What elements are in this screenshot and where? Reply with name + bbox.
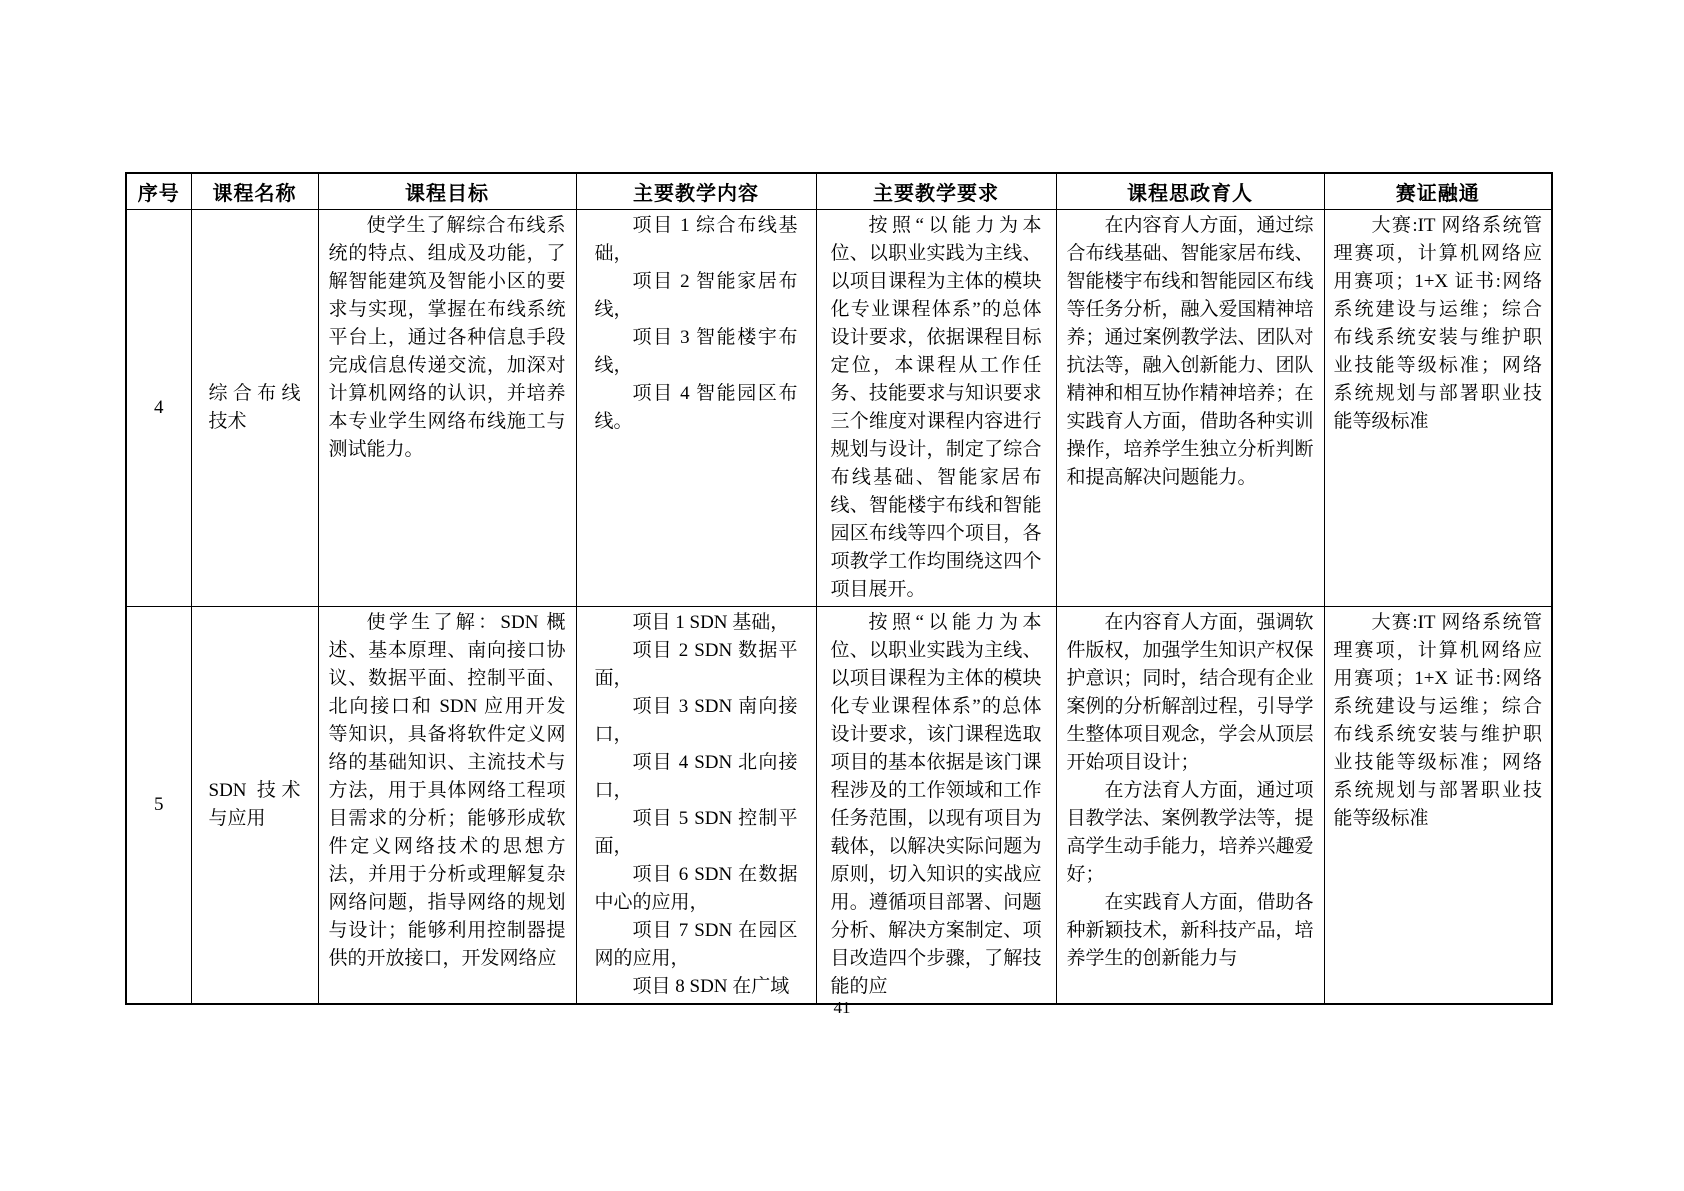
content-item: 项目 3 智能楼宇布线，: [594, 326, 798, 376]
objectives-paragraph: 使学生了解：SDN 概述、基本原理、南向接口协议、数据平面、控制平面、北向接口和 SDN 应用开发等知识，具备将软件定义网络的基础知识、主流技术与方法，用于具体网络工程项目需求的分析；能够形成软件定义网络技术的思想方法，并用于分析或理解复杂网络问题，指导网络的规划与设计；能够利用控制器提供的开放接口，开发网络应: [328, 611, 566, 969]
row4-course-name: [191, 209, 318, 606]
ideology-paragraph: 在方法育人方面，通过项目教学法、案例教学法等，提高学生动手能力，培养兴趣爱好；: [1066, 779, 1314, 885]
header-course-name: 课程名称: [191, 173, 318, 209]
content-item: 项目 1 SDN 基础，: [632, 611, 790, 633]
course-name-text: 综合布线技术: [208, 382, 301, 432]
objectives-paragraph: 使学生了解综合布线系统的特点、组成及功能，了解智能建筑及智能小区的要求与实现，掌握在布线系统平台上，通过各种信息手段完成信息传递交流，加深对计算机网络的认识，并培养本专业学生网络布线施工与测试能力。: [328, 214, 566, 460]
certs-paragraph: 大赛:IT 网络系统管理赛项，计算机网络应用赛项；1+X 证书:网络系统建设与运维；综合布线系统安装与维护职业技能等级标准；网络系统规划与部署职业技能等级标准: [1333, 611, 1542, 829]
content-item: 项目 1 综合布线基础，: [594, 214, 798, 264]
header-course-objectives: 课程目标: [318, 173, 576, 209]
content-item: 项目 4 智能园区布线。: [594, 382, 798, 432]
row5-requirements-cell: [816, 606, 1056, 1004]
table-row-course-5: [126, 606, 1552, 1004]
row4-serial-number: 4: [126, 209, 191, 606]
content-item: 项目 5 SDN 控制平面，: [594, 807, 798, 857]
header-teaching-requirements: 主要教学要求: [816, 173, 1056, 209]
row4-certs-cell: [1324, 209, 1552, 606]
table-row-course-4: [126, 209, 1552, 606]
ideology-paragraph: 在实践育人方面，借助各种新颖技术，新科技产品，培养学生的创新能力与: [1066, 891, 1314, 969]
content-item: 项目 2 SDN 数据平面，: [594, 639, 798, 689]
requirements-paragraph: 按照“以能力为本位、以职业实践为主线、以项目课程为主体的模块化专业课程体系”的总体设计要求，依据课程目标定位，本课程从工作任务、技能要求与知识要求三个维度对课程内容进行规划与设计，制定了综合布线基础、智能家居布线、智能楼宇布线和智能园区布线等四个项目，各项教学工作均围绕这四个项目展开。: [830, 214, 1042, 600]
row4-content-cell: [576, 209, 816, 606]
header-serial-number: 序号: [126, 173, 191, 209]
content-item: 项目 2 智能家居布线，: [594, 270, 798, 320]
table-header-row: [126, 173, 1552, 209]
course-name-text: SDN 技术与应用: [208, 779, 301, 829]
header-teaching-content: 主要教学内容: [576, 173, 816, 209]
page-number: 41: [833, 998, 851, 1017]
ideology-paragraph: 在内容育人方面，强调软件版权，加强学生知识产权保护意识；同时，结合现有企业案例的分析解剖过程，引导学生整体项目观念，学会从顶层开始项目设计；: [1066, 611, 1314, 773]
row4-objectives-cell: [318, 209, 576, 606]
row4-requirements-cell: [816, 209, 1056, 606]
content-item: 项目 8 SDN 在广域: [632, 975, 790, 997]
row5-objectives-cell: [318, 606, 576, 1004]
course-table: [125, 172, 1553, 1005]
content-item: 项目 4 SDN 北向接口，: [594, 751, 798, 801]
row5-ideology-cell: [1056, 606, 1324, 1004]
content-item: 项目 3 SDN 南向接口，: [594, 695, 798, 745]
certs-paragraph: 大赛:IT 网络系统管理赛项，计算机网络应用赛项；1+X 证书:网络系统建设与运维；综合布线系统安装与维护职业技能等级标准；网络系统规划与部署职业技能等级标准: [1333, 214, 1542, 432]
course-table-wrapper: [125, 172, 1553, 1005]
header-ideology-education: 课程思政育人: [1056, 173, 1324, 209]
header-cert-integration: 赛证融通: [1324, 173, 1552, 209]
row5-serial-number: 5: [126, 606, 191, 1004]
ideology-paragraph: 在内容育人方面，通过综合布线基础、智能家居布线、智能楼宇布线和智能园区布线等任务分析，融入爱国精神培养；通过案例教学法、团队对抗法等，融入创新能力、团队精神和相互协作精神培养；在实践育人方面，借助各种实训操作，培养学生独立分析判断和提高解决问题能力。: [1066, 214, 1314, 488]
row5-content-cell: [576, 606, 816, 1004]
content-item: 项目 7 SDN 在园区网的应用，: [594, 919, 798, 969]
row5-course-name: [191, 606, 318, 1004]
requirements-paragraph: 按照“以能力为本位、以职业实践为主线、以项目课程为主体的模块化专业课程体系”的总体设计要求，该门课程选取项目的基本依据是该门课程涉及的工作领域和工作任务范围，以现有项目为载体，以解决实际问题为原则，切入知识的实战应用。遵循项目部署、问题分析、解决方案制定、项目改造四个步骤，了解技能的应: [830, 611, 1042, 997]
row5-certs-cell: [1324, 606, 1552, 1004]
content-item: 项目 6 SDN 在数据中心的应用，: [594, 863, 798, 913]
row4-ideology-cell: [1056, 209, 1324, 606]
